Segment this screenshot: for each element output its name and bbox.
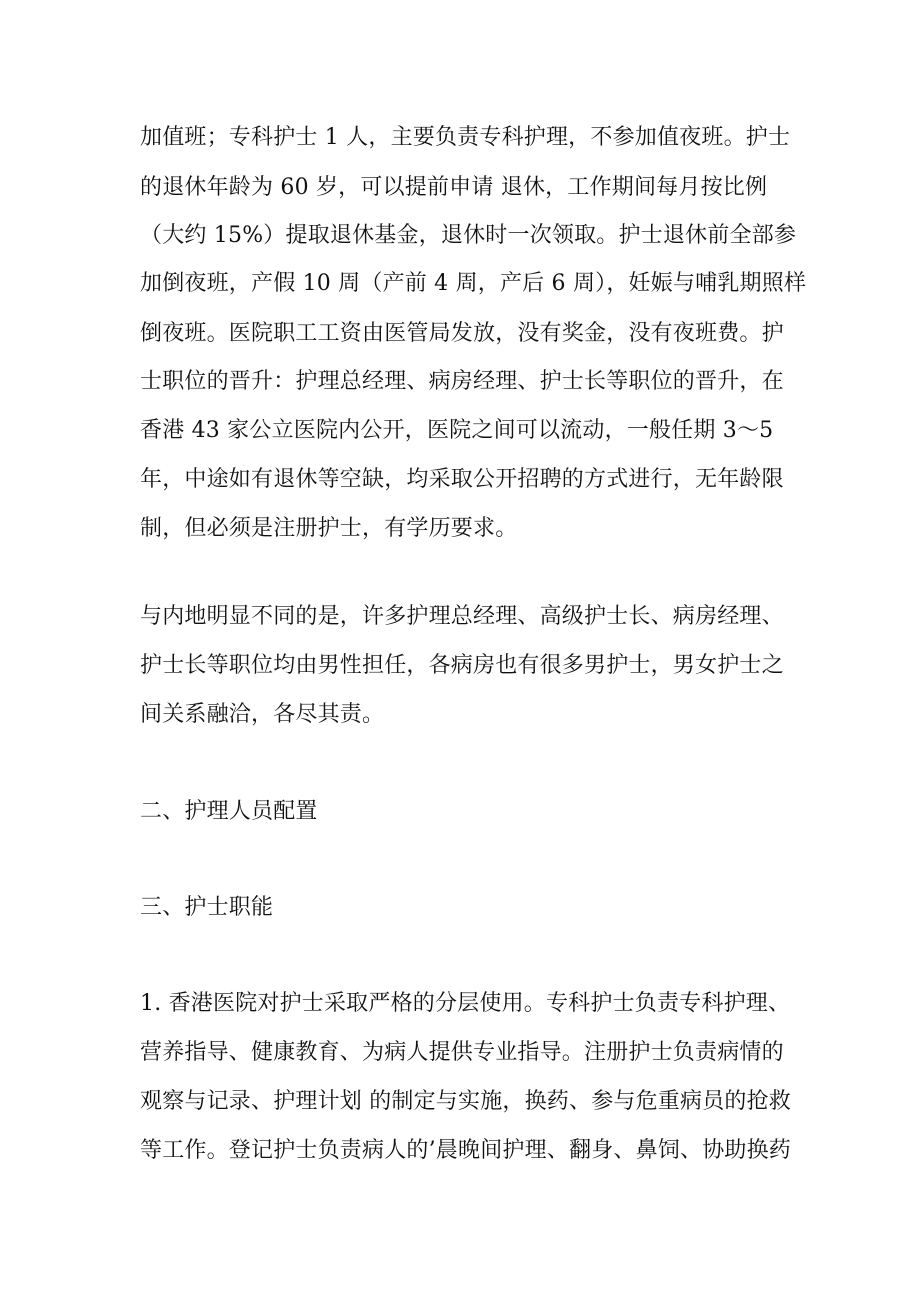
section-heading-nurse-functions: 三、护士职能 <box>140 895 274 920</box>
paragraph-line: 香港 43 家公立医院内公开，医院之间可以流动，一般任期 3～5 <box>140 418 774 443</box>
paragraph-line: 等工作。登记护士负责病人的’晨晚间护理、翻身、鼻饲、协助换药 <box>140 1138 791 1163</box>
paragraph-line: 营养指导、健康教育、为病人提供专业指导。注册护士负责病情的 <box>140 1040 784 1065</box>
paragraph-line: 制，但必须是注册护士，有学历要求。 <box>140 516 518 541</box>
paragraph-line: （大约 15%）提取退休基金，退休时一次领取。护士退休前全部参 <box>140 223 797 248</box>
paragraph-line: 加倒夜班，产假 10 周（产前 4 周，产后 6 周），妊娠与哺乳期照样 <box>140 271 807 296</box>
paragraph-line: 观察与记录、护理计划 的制定与实施，换药、参与危重病员的抢救 <box>140 1089 791 1114</box>
paragraph-line: 间关系融洽，各尽其责。 <box>140 702 385 727</box>
paragraph-line: 加值班；专科护士 1 人，主要负责专科护理，不参加值夜班。护士 <box>140 125 791 150</box>
paragraph-line: 的退休年龄为 60 岁，可以提前申请 退休，工作期间每月按比例 <box>140 175 768 200</box>
paragraph-line: 与内地明显不同的是，许多护理总经理、高级护士长、病房经理、 <box>140 604 784 629</box>
paragraph-line: 1. 香港医院对护士采取严格的分层使用。专科护士负责专科护理、 <box>140 991 791 1016</box>
paragraph-line: 倒夜班。医院职工工资由医管局发放，没有奖金，没有夜班费。护 <box>140 321 784 346</box>
section-heading-staffing: 二、护理人员配置 <box>140 799 318 824</box>
paragraph-line: 士职位的晋升：护理总经理、病房经理、护士长等职位的晋升，在 <box>140 369 784 394</box>
paragraph-line: 护士长等职位均由男性担任，各病房也有很多男护士，男女护士之 <box>140 653 784 678</box>
paragraph-line: 年，中途如有退休等空缺，均采取公开招聘的方式进行，无年龄限 <box>140 467 784 492</box>
